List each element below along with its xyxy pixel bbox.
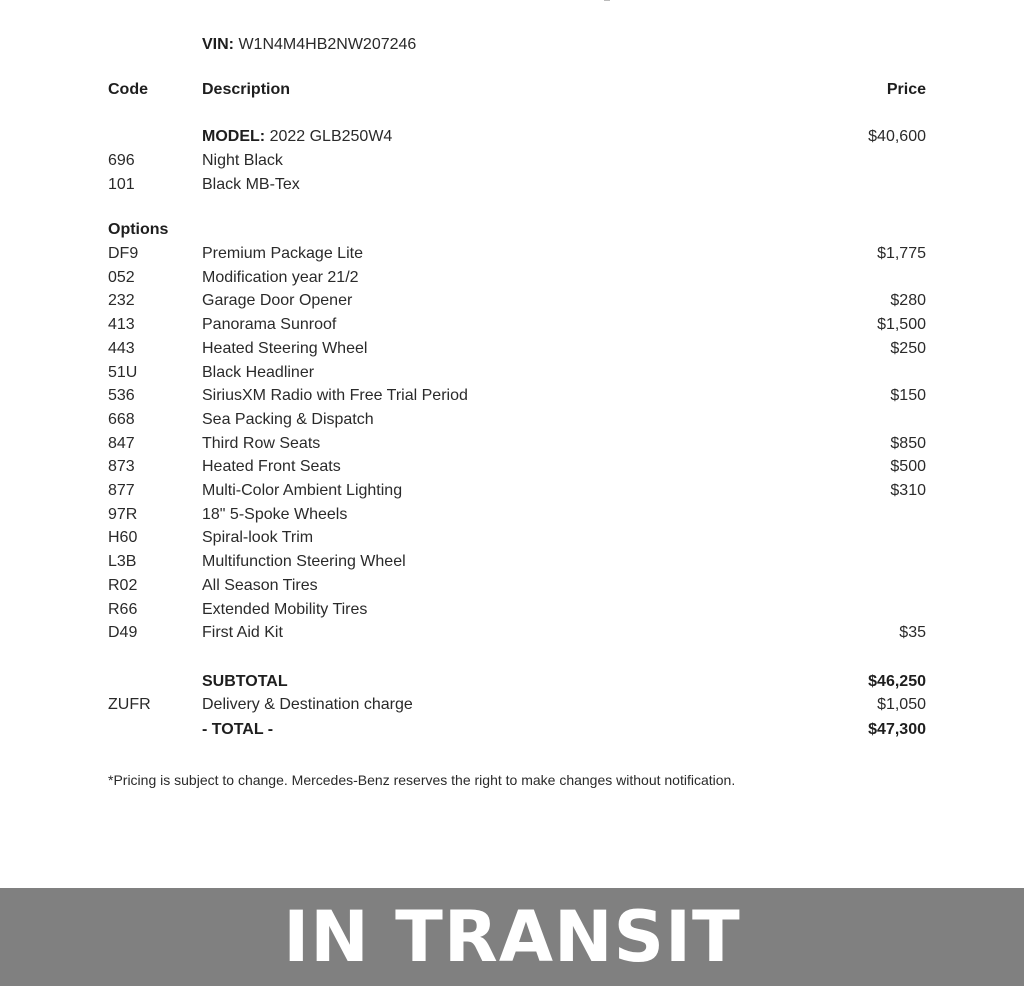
option-code: H60: [108, 529, 138, 546]
option-code: DF9: [108, 245, 139, 262]
option-code: 97R: [108, 506, 138, 523]
option-description: Black Headliner: [202, 364, 315, 381]
pricing-footnote: *Pricing is subject to change. Mercedes-Benz reserves the right to make changes without notification.: [108, 772, 736, 788]
vin-value: W1N4M4HB2NW207246: [238, 36, 417, 53]
option-code: 877: [108, 482, 135, 499]
header-price: Price: [886, 81, 926, 98]
option-price: $310: [890, 482, 926, 499]
option-code: 847: [108, 435, 135, 452]
option-code: L3B: [108, 553, 137, 570]
option-description: Multifunction Steering Wheel: [202, 553, 406, 570]
option-code: R66: [108, 601, 138, 618]
option-price: $280: [890, 292, 926, 309]
option-code: 51U: [108, 364, 138, 381]
option-code: 413: [108, 316, 135, 333]
option-price: $250: [890, 340, 926, 357]
subtotal-label: SUBTOTAL: [202, 673, 288, 690]
option-description: First Aid Kit: [202, 624, 283, 641]
option-code: 873: [108, 458, 135, 475]
delivery-code: ZUFR: [108, 696, 151, 713]
option-code: 232: [108, 292, 135, 309]
model-value: 2022 GLB250W4: [269, 128, 393, 145]
option-price: $500: [890, 458, 926, 475]
base-item-description: Black MB-Tex: [202, 176, 300, 193]
option-description: Spiral-look Trim: [202, 529, 314, 546]
option-description: Heated Steering Wheel: [202, 340, 368, 357]
vin-label: VIN:: [202, 36, 234, 53]
option-price: $1,500: [877, 316, 926, 333]
page-edge-mark: [604, 0, 610, 1]
banner-text: IN TRANSIT: [283, 896, 741, 978]
header-code: Code: [108, 81, 148, 98]
total-label: - TOTAL -: [202, 721, 274, 738]
header-description: Description: [202, 81, 291, 98]
option-description: Multi-Color Ambient Lighting: [202, 482, 403, 499]
option-description: Panorama Sunroof: [202, 316, 337, 333]
vin-line: [202, 35, 416, 55]
option-description: Extended Mobility Tires: [202, 601, 368, 618]
base-item-description: Night Black: [202, 152, 283, 169]
option-description: All Season Tires: [202, 577, 318, 594]
option-code: 536: [108, 387, 135, 404]
option-description: Premium Package Lite: [202, 245, 363, 262]
option-code: 052: [108, 269, 135, 286]
option-price: $35: [899, 624, 926, 641]
delivery-description: Delivery & Destination charge: [202, 696, 413, 713]
subtotal-price: $46,250: [868, 673, 926, 690]
base-item-code: 101: [108, 176, 135, 193]
base-item-code: 696: [108, 152, 135, 169]
option-description: Garage Door Opener: [202, 292, 353, 309]
option-code: D49: [108, 624, 138, 641]
option-price: $1,775: [877, 245, 926, 262]
option-description: 18" 5-Spoke Wheels: [202, 506, 348, 523]
option-description: Third Row Seats: [202, 435, 321, 452]
option-description: SiriusXM Radio with Free Trial Period: [202, 387, 468, 404]
model-line: [202, 127, 392, 147]
option-price: $850: [890, 435, 926, 452]
model-label: MODEL:: [202, 128, 266, 145]
option-description: Sea Packing & Dispatch: [202, 411, 374, 428]
in-transit-banner: [0, 888, 1024, 986]
option-code: 668: [108, 411, 135, 428]
model-price: $40,600: [868, 128, 926, 145]
option-code: 443: [108, 340, 135, 357]
option-price: $150: [890, 387, 926, 404]
delivery-price: $1,050: [877, 696, 926, 713]
option-description: Modification year 21/2: [202, 269, 359, 286]
option-code: R02: [108, 577, 138, 594]
option-description: Heated Front Seats: [202, 458, 341, 475]
total-price: $47,300: [868, 721, 926, 738]
options-heading: Options: [108, 221, 169, 238]
